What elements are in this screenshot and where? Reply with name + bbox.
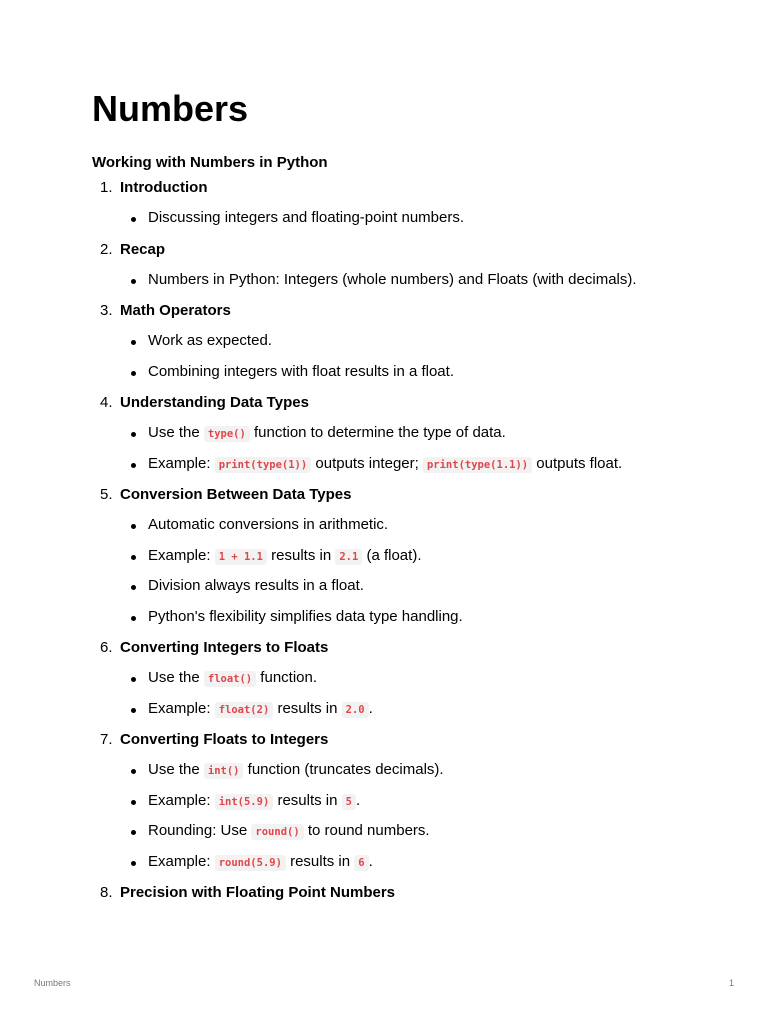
- inline-code: int(5.9): [215, 794, 274, 810]
- section-title: Recap: [120, 240, 166, 258]
- bullet-text: Discussing integers and floating-point numbers.: [148, 209, 465, 226]
- footer-title: Numbers: [34, 978, 71, 988]
- inline-code: 1 + 1.1: [215, 549, 267, 565]
- bullet-item: [92, 602, 732, 633]
- bullet-text: (a float).: [362, 546, 422, 564]
- bullet-list: [92, 418, 732, 479]
- bullet-dot-icon: [131, 585, 136, 590]
- document-subtitle: Working with Numbers in Python: [92, 154, 328, 171]
- section-item: [92, 295, 732, 387]
- section-heading: [92, 387, 732, 418]
- bullet-text: Combining integers with float results in a float.: [148, 362, 454, 380]
- section-number: 5.: [100, 486, 113, 503]
- bullet-text: .: [368, 852, 373, 870]
- inline-code: 5: [342, 794, 356, 810]
- inline-code: print(type(1.1)): [423, 457, 532, 473]
- bullet-item: [92, 786, 732, 817]
- bullet-list: [92, 326, 732, 387]
- bullet-text: .: [355, 791, 361, 809]
- section-heading: [92, 724, 732, 755]
- section-item: [92, 479, 732, 632]
- section-list: [92, 172, 732, 908]
- bullet-item: [92, 418, 732, 449]
- inline-code: 2.0: [342, 702, 369, 718]
- bullet-dot-icon: [131, 279, 136, 284]
- section-heading: [92, 172, 732, 203]
- page-title: Numbers: [92, 88, 249, 129]
- bullet-text: Example:: [148, 699, 215, 717]
- section-title: Converting Floats to Integers: [120, 731, 329, 748]
- section-title: Converting Integers to Floats: [120, 639, 329, 656]
- bullet-item: [92, 694, 732, 725]
- bullet-text: Example:: [148, 791, 215, 809]
- section-heading: [92, 234, 732, 265]
- bullet-dot-icon: [131, 708, 136, 713]
- bullet-dot-icon: [131, 769, 136, 774]
- bullet-dot-icon: [131, 371, 136, 376]
- bullet-item: [92, 541, 732, 572]
- bullet-text: Use the: [148, 424, 204, 441]
- section-item: [92, 387, 732, 479]
- bullet-text: Use the: [148, 669, 204, 686]
- bullet-item: [92, 326, 732, 357]
- bullet-item: [92, 449, 732, 480]
- page-number: 1: [728, 978, 734, 988]
- bullet-item: [92, 203, 732, 234]
- section-heading: [92, 632, 732, 663]
- bullet-dot-icon: [131, 677, 136, 682]
- inline-code: print(type(1)): [215, 457, 312, 473]
- section-item: [92, 724, 732, 877]
- bullet-text: to round numbers.: [303, 822, 430, 839]
- bullet-dot-icon: [131, 800, 136, 805]
- inline-code: int(): [204, 763, 244, 779]
- section-number: 4.: [100, 394, 113, 411]
- bullet-dot-icon: [131, 432, 136, 437]
- inline-code: type(): [204, 426, 250, 442]
- bullet-list: [92, 755, 732, 877]
- bullet-text: Work as expected.: [148, 332, 272, 349]
- bullet-dot-icon: [131, 463, 136, 468]
- inline-code: round(): [251, 824, 303, 840]
- section-heading: [92, 877, 732, 908]
- bullet-dot-icon: [131, 340, 136, 345]
- bullet-text: outputs integer;: [311, 454, 423, 472]
- bullet-text: Use the: [148, 761, 204, 778]
- bullet-text: Example:: [148, 852, 215, 870]
- bullet-text: Division always results in a float.: [148, 577, 364, 594]
- bullet-text: function to determine the type of data.: [249, 424, 506, 441]
- section-title: Conversion Between Data Types: [120, 486, 352, 503]
- section-number: 2.: [100, 240, 113, 258]
- section-item: [92, 234, 732, 296]
- bullet-dot-icon: [131, 830, 136, 835]
- section-number: 3.: [100, 302, 113, 319]
- bullet-item: [92, 571, 732, 602]
- bullet-list: [92, 203, 732, 234]
- bullet-text: Python's flexibility simplifies data type handling.: [148, 607, 463, 625]
- bullet-text: Example:: [148, 546, 215, 564]
- bullet-item: [92, 357, 732, 388]
- bullet-dot-icon: [131, 217, 136, 222]
- section-heading: [92, 295, 732, 326]
- section-title: Precision with Floating Point Numbers: [120, 884, 396, 901]
- bullet-list: [92, 510, 732, 632]
- bullet-dot-icon: [131, 555, 136, 560]
- bullet-item: [92, 847, 732, 878]
- bullet-item: [92, 265, 732, 296]
- bullet-text: .: [368, 699, 373, 717]
- bullet-text: results in: [266, 546, 336, 564]
- bullet-text: function.: [256, 669, 318, 686]
- inline-code: float(2): [215, 702, 274, 718]
- bullet-item: [92, 755, 732, 786]
- section-number: 6.: [100, 639, 113, 656]
- bullet-list: [92, 663, 732, 724]
- section-item: [92, 172, 732, 234]
- bullet-dot-icon: [131, 616, 136, 621]
- bullet-item: [92, 663, 732, 694]
- bullet-item: [92, 816, 732, 847]
- bullet-text: results in: [273, 699, 342, 717]
- section-number: 7.: [100, 731, 113, 748]
- bullet-list: [92, 265, 732, 296]
- section-item: [92, 877, 732, 908]
- bullet-text: results in: [273, 791, 342, 809]
- section-title: Understanding Data Types: [120, 394, 309, 411]
- section-number: 8.: [100, 884, 113, 901]
- bullet-dot-icon: [131, 861, 136, 866]
- document-page: [92, 84, 732, 908]
- inline-code: round(5.9): [215, 855, 286, 871]
- bullet-text: results in: [285, 852, 355, 870]
- section-item: [92, 632, 732, 724]
- bullet-text: Numbers in Python: Integers (whole numbers) and Floats (with decimals).: [148, 270, 637, 288]
- bullet-dot-icon: [131, 524, 136, 529]
- section-heading: [92, 479, 732, 510]
- section-number: 1.: [100, 179, 113, 196]
- bullet-text: Rounding: Use: [148, 822, 252, 839]
- bullet-text: Example:: [148, 454, 215, 472]
- section-title: Introduction: [120, 179, 208, 196]
- bullet-text: function (truncates decimals).: [243, 761, 444, 778]
- inline-code: 6: [354, 855, 368, 871]
- bullet-item: [92, 510, 732, 541]
- inline-code: 2.1: [335, 549, 362, 565]
- bullet-text: outputs float.: [532, 454, 623, 472]
- section-title: Math Operators: [120, 302, 231, 319]
- inline-code: float(): [204, 671, 256, 687]
- bullet-text: Automatic conversions in arithmetic.: [148, 516, 389, 533]
